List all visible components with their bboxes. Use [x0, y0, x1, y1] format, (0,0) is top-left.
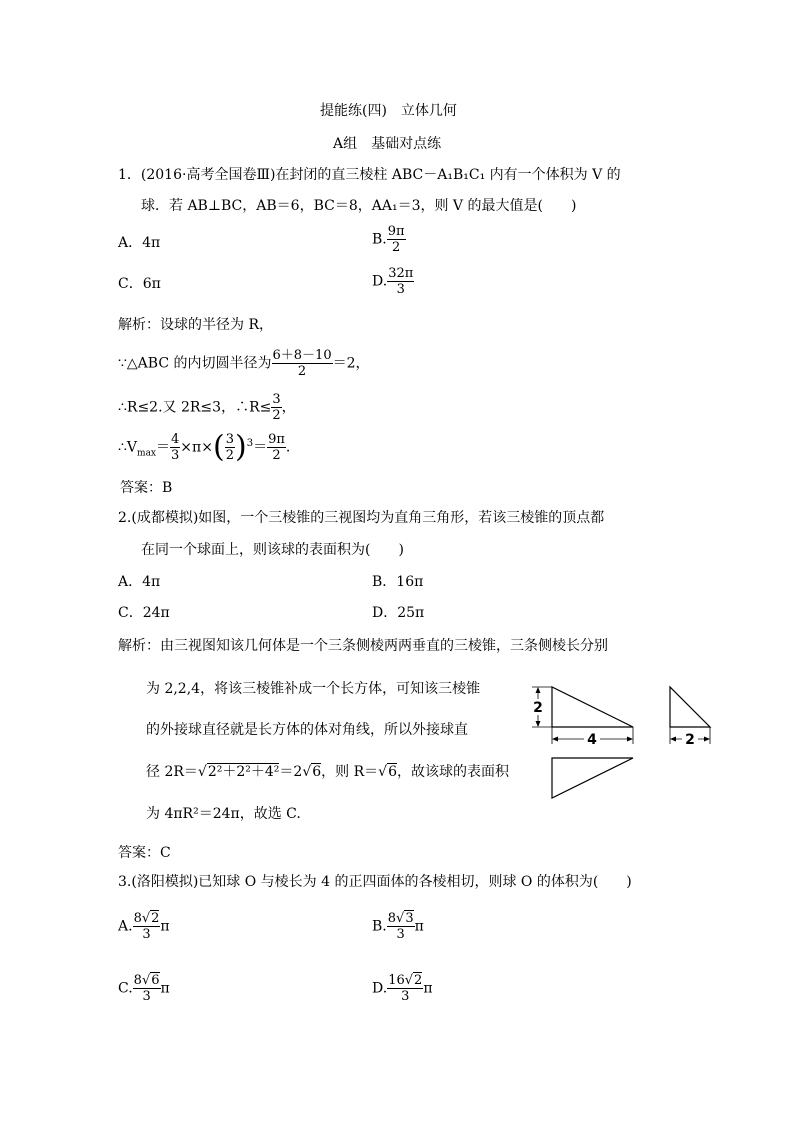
q2-option-d: D．25π — [372, 605, 425, 621]
q3-option-a: A. $\frac{8√2}{3}$ π — [118, 911, 170, 942]
q1-solution-line1: 解析：设球的半径为 R， — [118, 317, 273, 333]
q2-solution-line3: 的外接球直径就是长方体的体对角线，所以外接球直 — [146, 722, 468, 738]
section-heading: A组 基础对点练 — [333, 136, 442, 152]
q1-option-c: C．6π — [118, 276, 161, 292]
dim-height-label: 2 — [533, 700, 543, 716]
q1-stem-line2: 球．若 AB⊥BC，AB＝6，BC＝8，AA₁＝3，则 V 的最大值是( ) — [141, 198, 577, 214]
dim-width-label: 4 — [587, 732, 597, 748]
q2-stem-line2: 在同一个球面上，则该球的表面积为( ) — [141, 542, 404, 558]
q1-answer: 答案：B — [120, 480, 173, 496]
three-view-figure — [528, 680, 718, 802]
top-view-triangle — [552, 758, 633, 798]
q1-stem-line1: 1．(2016·高考全国卷Ⅲ)在封闭的直三棱柱 ABC－A₁B₁C₁ 内有一个体积为 V 的 — [118, 167, 621, 183]
q2-solution-line5: 为 4πR²＝24π，故选 C. — [146, 806, 301, 822]
q1-option-b: B. $\frac{9\pi}{2}$ — [372, 224, 405, 255]
q2-option-b: B．16π — [372, 574, 424, 590]
front-view-triangle — [552, 687, 633, 727]
q2-option-c: C．24π — [118, 605, 170, 621]
q2-stem-line1: 2.(成都模拟)如图，一个三棱锥的三视图均为直角三角形，若该三棱锥的顶点都 — [118, 510, 605, 526]
q1-option-d: D. $\frac{32\pi}{3}$ — [372, 266, 414, 297]
q2-solution-line4: 径 2R＝√2²＋2²＋4²＝2√6，则 R＝√6，故该球的表面积 — [146, 764, 509, 780]
q2-answer: 答案：C — [118, 845, 171, 861]
q2-solution-line2: 为 2,2,4，将该三棱锥补成一个长方体，可知该三棱锥 — [146, 681, 481, 697]
side-view-triangle — [670, 687, 710, 727]
q3-option-b: B. $\frac{8√3}{3}$ π — [372, 911, 424, 942]
q3-option-c: C. $\frac{8√6}{3}$ π — [118, 973, 170, 1004]
q1-option-b-fraction: $\frac{9\pi}{2}$ — [387, 224, 405, 255]
q1-solution-line4: $\therefore V_{max}=$ $\frac{4}{3}$ ×π×( $\frac{3}{2}$ )$^3$＝ $\frac{9\pi}{2}$ . — [118, 429, 291, 465]
q2-option-a: A．4π — [118, 574, 161, 590]
q3-option-d: D. $\frac{16√2}{3}$ π — [372, 973, 433, 1004]
q1-solution-line3: ∴R≤2.又 2R≤3，∴R≤ $\frac{3}{2}$ ， — [118, 392, 296, 423]
q1-solution-line2: ∵△ABC 的内切圆半径为 $\frac{6+8-10}{2}$ ＝2， — [118, 348, 370, 379]
q1-option-d-fraction: $\frac{32\pi}{3}$ — [388, 266, 414, 297]
q2-solution-line1: 解析：由三视图知该几何体是一个三条侧棱两两垂直的三棱锥，三条侧棱长分别 — [118, 638, 608, 654]
q3-stem: 3.(洛阳模拟)已知球 O 与棱长为 4 的正四面体的各棱相切，则球 O 的体积为( ) — [118, 874, 632, 890]
q1-option-a: A．4π — [118, 235, 161, 251]
page-title: 提能练(四) 立体几何 — [320, 103, 457, 119]
dim-side-label: 2 — [685, 732, 695, 748]
